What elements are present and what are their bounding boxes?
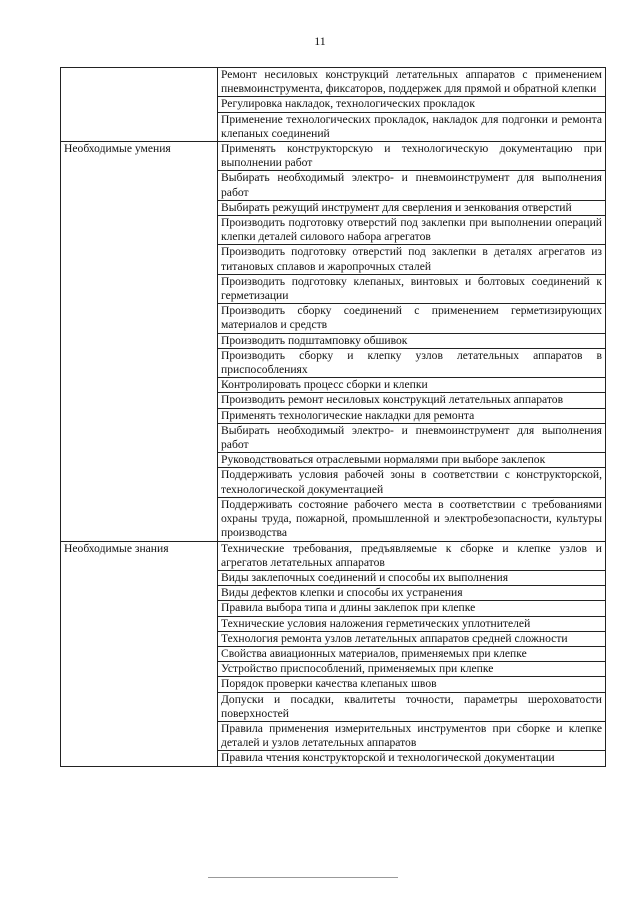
- requirement-item: Производить подштамповку обшивок: [218, 333, 606, 348]
- page-number: 11: [314, 34, 326, 48]
- table-row: [61, 142, 606, 171]
- requirement-item: Контролировать процесс сборки и клепки: [218, 378, 606, 393]
- requirement-item: Свойства авиационных материалов, применяемых при клепке: [218, 646, 606, 661]
- requirement-item: Поддерживать условия рабочей зоны в соответствии с конструкторской, технологической документацией: [218, 468, 606, 497]
- requirement-item: Производить сборку и клепку узлов летательных аппаратов в приспособлениях: [218, 348, 606, 377]
- requirement-item: Выбирать режущий инструмент для сверления и зенкования отверстий: [218, 200, 606, 215]
- requirement-item: Производить подготовку отверстий под заклепки в деталях агрегатов из титановых сплавов и жаропрочных сталей: [218, 245, 606, 274]
- table-row: [61, 541, 606, 570]
- requirement-item: Производить подготовку отверстий под заклепки при выполнении операций клепки деталей силового набора агрегатов: [218, 216, 606, 245]
- requirement-item: Правила чтения конструкторской и технологической документации: [218, 751, 606, 766]
- section-label: Необходимые знания: [61, 541, 218, 766]
- requirement-item: Технические условия наложения герметических уплотнителей: [218, 616, 606, 631]
- requirement-item: Регулировка накладок, технологических прокладок: [218, 97, 606, 112]
- section-label: [61, 68, 218, 142]
- requirements-table-body: [61, 68, 606, 767]
- requirement-item: Применение технологических прокладок, накладок для подгонки и ремонта клепаных соединений: [218, 112, 606, 141]
- requirement-item: Допуски и посадки, квалитеты точности, параметры шероховатости поверхностей: [218, 692, 606, 721]
- requirement-item: Порядок проверки качества клепаных швов: [218, 677, 606, 692]
- requirement-item: Производить ремонт несиловых конструкций летательных аппаратов: [218, 393, 606, 408]
- requirement-item: Выбирать необходимый электро- и пневмоинструмент для выполнения работ: [218, 171, 606, 200]
- requirement-item: Производить подготовку клепаных, винтовых и болтовых соединений к герметизации: [218, 274, 606, 303]
- requirement-item: Правила выбора типа и длины заклепок при клепке: [218, 601, 606, 616]
- requirements-table: [60, 67, 606, 767]
- requirement-item: Применять технологические накладки для ремонта: [218, 408, 606, 423]
- requirement-item: Технология ремонта узлов летательных аппаратов средней сложности: [218, 631, 606, 646]
- requirement-item: Поддерживать состояние рабочего места в соответствии с требованиями охраны труда, пожарной, промышленной и электробезопасности, культуры производства: [218, 497, 606, 541]
- requirement-item: Виды заклепочных соединений и способы их выполнения: [218, 570, 606, 585]
- requirement-item: Устройство приспособлений, применяемых при клепке: [218, 662, 606, 677]
- section-label: Необходимые умения: [61, 142, 218, 541]
- requirement-item: Руководствоваться отраслевыми нормалями при выборе заклепок: [218, 453, 606, 468]
- table-row: [61, 68, 606, 97]
- requirement-item: Производить сборку соединений с применением герметизирующих материалов и средств: [218, 304, 606, 333]
- requirement-item: Применять конструкторскую и технологическую документацию при выполнении работ: [218, 142, 606, 171]
- requirement-item: Виды дефектов клепки и способы их устранения: [218, 586, 606, 601]
- requirement-item: Технические требования, предъявляемые к сборке и клепке узлов и агрегатов летательных аппаратов: [218, 541, 606, 570]
- requirement-item: Правила применения измерительных инструментов при сборке и клепке деталей и узлов летательных аппаратов: [218, 721, 606, 750]
- requirement-item: Выбирать необходимый электро- и пневмоинструмент для выполнения работ: [218, 423, 606, 452]
- bottom-divider: [208, 877, 398, 878]
- requirement-item: Ремонт несиловых конструкций летательных аппаратов с применением пневмоинструмента, фиксаторов, поддержек для прямой и обратной клепки: [218, 68, 606, 97]
